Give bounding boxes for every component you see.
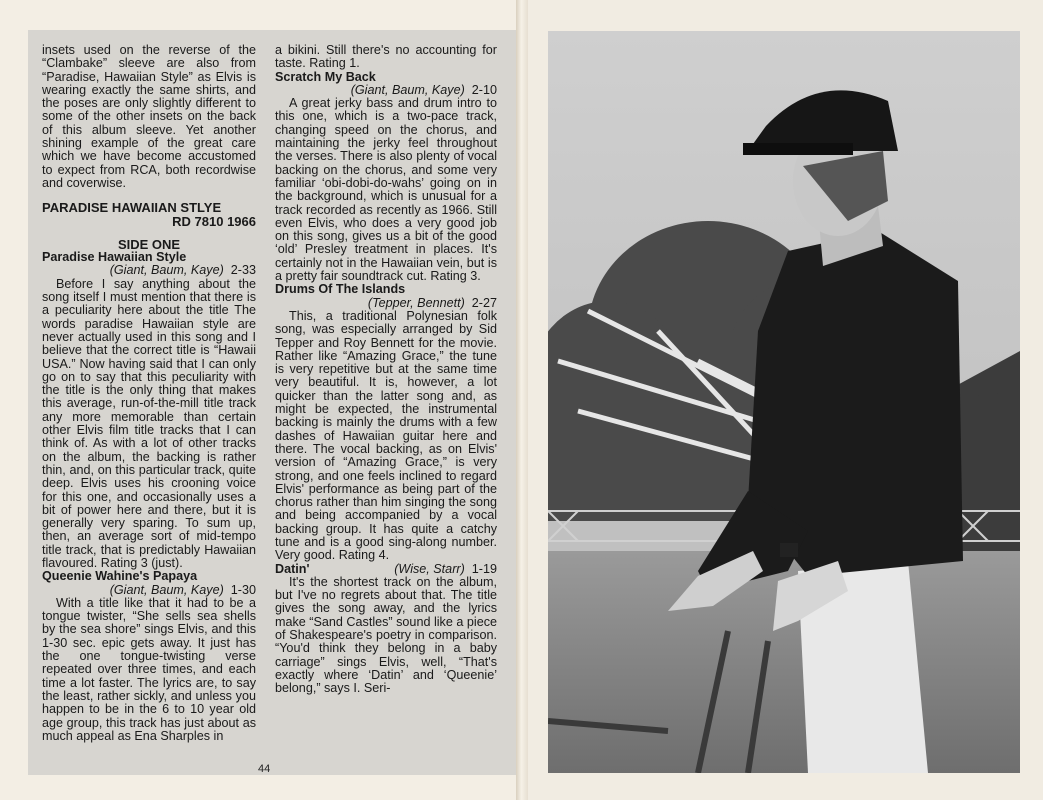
track-credit: (Giant, Baum, Kaye) 1-30 [109,582,256,597]
track-heading-inline [275,563,497,576]
track-credit: (Tepper, Bennett) 2-27 [367,295,497,310]
track-title: Queenie Wahine's Papaya [42,569,198,584]
book-gutter [516,0,528,800]
album-catalog: RD 7810 1966 [172,213,256,229]
track-credit: (Giant, Baum, Kaye) 2-10 [350,82,497,97]
intro-paragraph: insets used on the reverse of the “Clambake” sleeve are also from “Paradise, Hawaiian Style” as Elvis is wearing exactly the same shirts, and the poses are only slightly different to some of the other insets on the back of this album sleeve. Yet another shining example of the great care which we have become accustomed to expect from RCA, both recordwise and coverwise. [42,43,256,190]
wristwatch [780,543,798,557]
track-review: This, a traditional Polynesian folk song, was especially arranged by Sid Tepper and Roy Bennett for the movie. Rather like “Amazing Grace,” the tune is very repetitive but at the same time very beautiful. It is, however, a lot quicker than the latter song and, as might be expected, the instrumental backing is mainly the drums with a few dashes of Hawaiian guitar here and there. The vocal backing, as on Elvis' version of “Amazing Grace,” is very strong, and one feels inclined to regard Elvis' performance as being part of the chorus rather than him singing the song and being accompanied by a vocal backing group. It has quite a catchy tune and is a good sing-along number. Very good. Rating 4. [275,308,497,563]
track-credit: (Wise, Starr) 1-19 [394,561,497,576]
page-number: 44 [258,763,271,775]
track-title: Datin' [275,561,310,576]
track-review: A great jerky bass and drum intro to this one, which is a two-pace track, changing speed on the chorus, and maintaining the jerky feel throughout the verses. There is also plenty of vocal backing on the chorus, and some very familiar ‘obi-dobi-do-wahs’ going on in the background, which is unusual for a track recorded as recently as 1966. Still even Elvis, who does a very good job on this song, gives us a bit of the good ‘old’ Presley treatment in places. It's certainly not in the Hawaiian vein, but is a pretty fair soundtrack cut. Rating 3. [275,96,497,284]
track-review: It's the shortest track on the album, but I've no regrets about that. The title gives the song away, and the lyrics make “Sand Castles” sound like a piece of Shakespeare's poetry in comparison. “You'd think they belong in a baby carriage” sings Elvis, well, “That's exactly where ‘Datin’ and ‘Queenie’ belong,” says I. Seri- [275,574,497,696]
track-credit: (Giant, Baum, Kaye) 2-33 [109,263,256,278]
track-title: Paradise Hawaiian Style [42,250,187,265]
text-column-right [275,44,497,696]
continuation-paragraph: a bikini. Still there's no accounting for taste. Rating 1. [275,43,497,71]
photograph [548,31,1020,773]
left-page [0,0,520,800]
album-title: PARADISE HAWAIIAN STLYE [42,200,222,216]
track-title: Scratch My Back [275,69,376,84]
track-review: Before I say anything about the song itself I must mention that there is a peculiarity here about the title The words paradise Hawaiian style are never actually used in this song and I believe that the correct title is “Hawaii USA.” Now having said that I can only go on to say that this peculiarity with the title is the only thing that makes this average, run-of-the-mill title track any more memorable than certain other Elvis film title tracks that I can think of. As with a lot of other tracks on the album, the backing is rather thin, and, on this particular track, quite deep. Elvis uses his crooning voice for this one, and occasionally uses a bit of power here and there, but it is generally very sparing. To sum up, then, an average sort of mid-tempo title track, that is predictably Hawaiian flavoured. Rating 3 (just). [42,276,256,570]
photograph-illustration [548,31,1020,773]
track-title: Drums Of The Islands [275,282,406,297]
side-heading: SIDE ONE [117,236,181,252]
text-column-left [42,44,256,743]
track-review: With a title like that it had to be a tongue twister, “She sells sea shells by the sea shore” sings Elvis, and this 1-30 sec. epic gets away. It just has the one tongue-twisting verse repeated over three times, and each time a lot faster. The lyrics are, to say the least, rather sickly, and unless you happen to be in the 6 to 10 year old age group, this track has just about as much appeal as Ena Sharples in [42,595,256,743]
